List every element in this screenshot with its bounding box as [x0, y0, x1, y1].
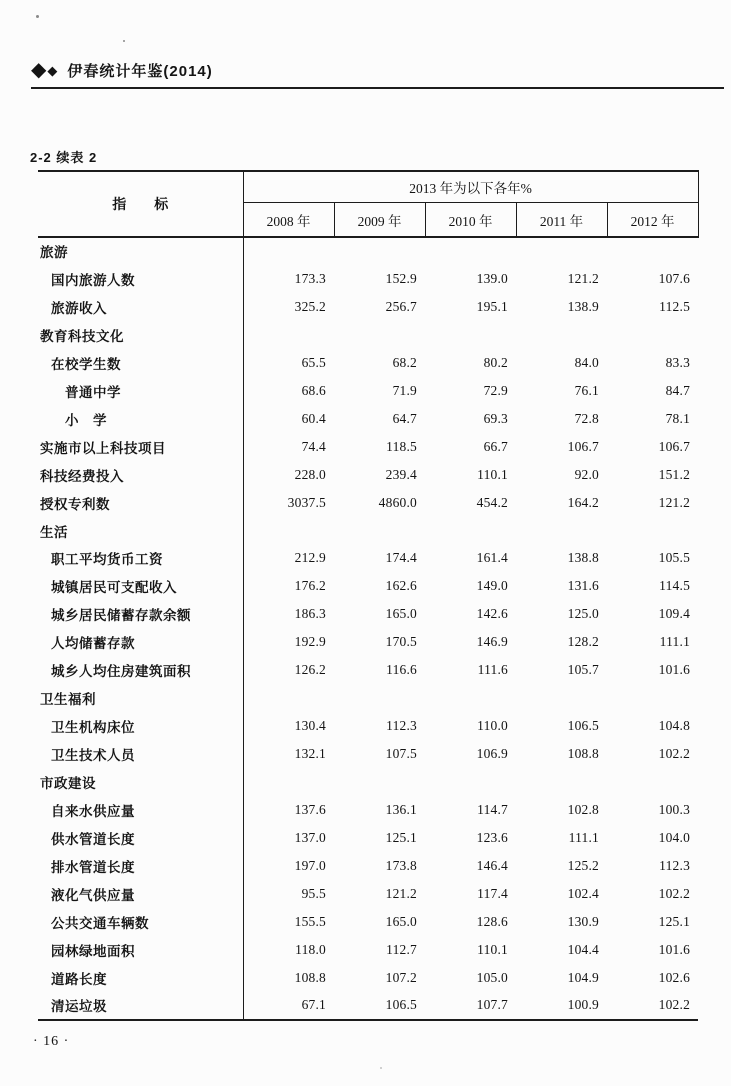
value-cell: 130.4 [294, 718, 326, 734]
row-label-cell: 卫生福利 [38, 684, 243, 712]
value-cell: 192.9 [294, 634, 326, 650]
value-cell: 114.7 [477, 802, 508, 818]
row-label-cell: 排水管道长度 [38, 852, 243, 880]
row-label-cell: 城乡人均住房建筑面积 [38, 656, 243, 684]
value-cell [334, 684, 425, 712]
value-cell: 108.8 [294, 969, 326, 985]
value-cell: 165.0 [385, 913, 417, 929]
value-cell: 60.4 [301, 410, 326, 426]
value-cell [425, 321, 516, 349]
value-cell: 101.6 [658, 941, 691, 957]
value-cell: 228.0 [294, 466, 326, 482]
table-row [38, 684, 698, 712]
value-cell: 130.9 [567, 913, 599, 929]
row-label-cell: 城镇居民可支配收入 [38, 572, 243, 600]
value-cell: 125.1 [658, 913, 691, 929]
value-cell: 152.9 [385, 270, 417, 286]
value-cell: 105.7 [567, 662, 599, 678]
scan-speck [380, 1067, 382, 1069]
value-cell: 84.0 [574, 354, 599, 370]
value-cell: 78.1 [665, 410, 691, 426]
table-continuation-label: 2-2 续表 2 [30, 150, 98, 165]
value-cell [243, 321, 334, 349]
row-label-cell: 卫生技术人员 [38, 740, 243, 768]
value-cell [243, 768, 334, 796]
value-cell: 256.7 [385, 298, 417, 314]
table-row [38, 517, 698, 545]
running-head [31, 56, 213, 84]
value-cell: 137.6 [294, 802, 326, 818]
value-cell: 142.6 [476, 606, 508, 622]
value-cell: 68.6 [301, 382, 326, 398]
value-cell: 121.2 [385, 885, 417, 901]
row-label-cell: 实施市以上科技项目 [38, 433, 243, 461]
value-cell: 176.2 [294, 578, 326, 594]
value-cell: 116.6 [386, 662, 417, 678]
value-cell [243, 517, 334, 545]
value-cell: 65.5 [301, 354, 326, 370]
value-cell: 138.8 [567, 550, 599, 566]
value-cell: 136.1 [385, 802, 417, 818]
value-cell: 105.0 [476, 969, 508, 985]
scan-speck [36, 15, 39, 18]
value-cell: 125.1 [385, 829, 417, 845]
table-row [38, 321, 698, 349]
value-cell: 104.0 [658, 829, 691, 845]
year-header-cell: 2008 年 [243, 203, 334, 238]
value-cell: 118.0 [295, 941, 326, 957]
group-header-cell: 2013 年为以下各年% [243, 171, 698, 203]
table-row [38, 768, 698, 796]
value-cell: 173.8 [385, 857, 417, 873]
row-label-cell: 园林绿地面积 [38, 936, 243, 964]
table-row [38, 377, 698, 405]
value-cell: 117.4 [477, 885, 508, 901]
row-label-cell: 生活 [38, 517, 243, 545]
value-cell [607, 237, 698, 265]
value-cell: 173.3 [294, 270, 326, 286]
table-row [38, 433, 698, 461]
value-cell [516, 321, 607, 349]
value-cell: 162.6 [385, 578, 417, 594]
table-row [38, 852, 698, 880]
value-cell: 104.4 [567, 941, 599, 957]
value-cell: 109.4 [658, 606, 691, 622]
year-header-cell: 2011 年 [516, 203, 607, 238]
value-cell [425, 237, 516, 265]
value-cell: 95.5 [301, 885, 326, 901]
value-cell: 107.5 [385, 746, 417, 762]
table-body [38, 237, 698, 1020]
value-cell [607, 768, 698, 796]
table-row [38, 656, 698, 684]
value-cell: 106.9 [476, 746, 508, 762]
table-row [38, 489, 698, 517]
value-cell: 146.9 [476, 634, 508, 650]
table-row [38, 796, 698, 824]
value-cell [243, 237, 334, 265]
value-cell: 212.9 [294, 550, 326, 566]
table-row [38, 880, 698, 908]
value-cell: 125.2 [567, 857, 599, 873]
value-cell: 84.7 [665, 382, 691, 398]
row-label-cell: 城乡居民储蓄存款余额 [38, 600, 243, 628]
value-cell [607, 684, 698, 712]
value-cell: 128.2 [567, 634, 599, 650]
value-cell: 101.6 [658, 662, 691, 678]
value-cell: 174.4 [385, 550, 417, 566]
row-label-cell: 教育科技文化 [38, 321, 243, 349]
value-cell: 146.4 [476, 857, 508, 873]
row-label-cell: 液化气供应量 [38, 880, 243, 908]
value-cell: 149.0 [476, 578, 508, 594]
group-header-row [38, 171, 698, 203]
value-cell: 80.2 [483, 354, 508, 370]
value-cell: 106.7 [567, 438, 599, 454]
row-label-cell: 人均储蓄存款 [38, 628, 243, 656]
header-rule [31, 87, 724, 89]
value-cell: 4860.0 [378, 494, 417, 510]
table-row [38, 712, 698, 740]
statistics-table [38, 170, 698, 1021]
value-cell: 92.0 [574, 466, 599, 482]
value-cell [516, 768, 607, 796]
table-row [38, 544, 698, 572]
value-cell: 118.5 [386, 438, 417, 454]
row-label-cell: 旅游 [38, 237, 243, 265]
value-cell: 104.8 [658, 718, 691, 734]
row-label-cell: 小 学 [38, 405, 243, 433]
value-cell [334, 237, 425, 265]
value-cell [334, 517, 425, 545]
table-row [38, 293, 698, 321]
value-cell: 170.5 [385, 634, 417, 650]
table-row [38, 461, 698, 489]
value-cell: 186.3 [294, 606, 326, 622]
value-cell: 66.7 [483, 438, 508, 454]
table-row [38, 740, 698, 768]
value-cell: 106.5 [567, 718, 599, 734]
value-cell: 239.4 [385, 466, 417, 482]
page-number: · 16 · [33, 1034, 70, 1049]
table-row [38, 936, 698, 964]
value-cell: 76.1 [574, 382, 599, 398]
table-row [38, 628, 698, 656]
diamond-icon-small: ◆ [47, 62, 58, 78]
value-cell: 121.2 [567, 270, 599, 286]
value-cell: 102.2 [658, 885, 691, 901]
value-cell: 68.2 [392, 354, 417, 370]
row-label-cell: 自来水供应量 [38, 796, 243, 824]
value-cell [334, 321, 425, 349]
yearbook-title: 伊春统计年鉴(2014) [67, 62, 213, 80]
value-cell: 72.9 [483, 382, 508, 398]
diamond-icon-large: ◆ [31, 59, 47, 81]
value-cell: 69.3 [483, 410, 508, 426]
value-cell: 325.2 [294, 298, 326, 314]
year-header-cell: 2010 年 [425, 203, 516, 238]
value-cell: 104.9 [567, 969, 599, 985]
value-cell: 139.0 [476, 270, 508, 286]
value-cell: 151.2 [658, 466, 691, 482]
year-header-cell: 2012 年 [607, 203, 698, 238]
value-cell: 161.4 [476, 550, 508, 566]
value-cell: 102.2 [658, 997, 691, 1013]
value-cell: 107.7 [476, 997, 508, 1013]
value-cell: 164.2 [567, 494, 599, 510]
value-cell: 106.5 [385, 997, 417, 1013]
table-row [38, 908, 698, 936]
row-label-cell: 普通中学 [38, 377, 243, 405]
row-label-cell: 授权专利数 [38, 489, 243, 517]
scan-speck [123, 40, 125, 42]
value-cell: 114.5 [659, 578, 691, 594]
value-cell: 195.1 [476, 298, 508, 314]
value-cell: 72.8 [574, 410, 599, 426]
value-cell [516, 684, 607, 712]
value-cell: 83.3 [665, 354, 691, 370]
table-row [38, 824, 698, 852]
table-row [38, 237, 698, 265]
value-cell: 112.7 [386, 941, 417, 957]
value-cell: 110.0 [477, 718, 508, 734]
table-row [38, 265, 698, 293]
value-cell: 197.0 [294, 857, 326, 873]
value-cell [425, 768, 516, 796]
value-cell: 67.1 [301, 997, 326, 1013]
row-label-cell: 清运垃圾 [38, 992, 243, 1020]
row-label-cell: 供水管道长度 [38, 824, 243, 852]
row-label-cell: 市政建设 [38, 768, 243, 796]
row-label-cell: 在校学生数 [38, 349, 243, 377]
value-cell: 102.2 [658, 746, 691, 762]
value-cell: 155.5 [294, 913, 326, 929]
year-header-cell: 2009 年 [334, 203, 425, 238]
value-cell [607, 517, 698, 545]
value-cell: 71.9 [392, 382, 417, 398]
value-cell: 102.4 [567, 885, 599, 901]
value-cell: 107.2 [385, 969, 417, 985]
table-row [38, 992, 698, 1020]
value-cell: 74.4 [301, 438, 326, 454]
value-cell: 105.5 [658, 550, 691, 566]
value-cell: 102.6 [658, 969, 691, 985]
value-cell [607, 321, 698, 349]
value-cell [425, 684, 516, 712]
value-cell: 102.8 [567, 802, 599, 818]
value-cell: 112.5 [659, 298, 691, 314]
value-cell: 64.7 [392, 410, 417, 426]
table-row [38, 349, 698, 377]
value-cell: 100.9 [567, 997, 599, 1013]
value-cell: 128.6 [476, 913, 508, 929]
value-cell: 3037.5 [287, 494, 326, 510]
value-cell: 165.0 [385, 606, 417, 622]
value-cell: 100.3 [658, 802, 691, 818]
value-cell: 121.2 [658, 494, 691, 510]
value-cell [425, 517, 516, 545]
value-cell: 137.0 [294, 829, 326, 845]
value-cell [243, 684, 334, 712]
value-cell: 131.6 [567, 578, 599, 594]
value-cell: 107.6 [658, 270, 691, 286]
value-cell: 454.2 [476, 494, 508, 510]
row-label-cell: 旅游收入 [38, 293, 243, 321]
table-row [38, 405, 698, 433]
value-cell: 110.1 [477, 466, 508, 482]
row-label-cell: 卫生机构床位 [38, 712, 243, 740]
value-cell: 110.1 [477, 941, 508, 957]
value-cell: 108.8 [567, 746, 599, 762]
value-cell: 123.6 [476, 829, 508, 845]
row-label-cell: 职工平均货币工资 [38, 544, 243, 572]
value-cell: 126.2 [294, 662, 326, 678]
value-cell: 132.1 [294, 746, 326, 762]
table-row [38, 572, 698, 600]
value-cell [516, 237, 607, 265]
table-row [38, 964, 698, 992]
row-label-cell: 公共交通车辆数 [38, 908, 243, 936]
value-cell [334, 768, 425, 796]
table-header [38, 171, 698, 237]
value-cell: 138.9 [567, 298, 599, 314]
indicator-ratio-table [38, 170, 699, 1021]
value-cell [516, 517, 607, 545]
row-label-cell: 国内旅游人数 [38, 265, 243, 293]
row-label-cell: 科技经费投入 [38, 461, 243, 489]
value-cell: 111.1 [659, 634, 691, 650]
value-cell: 125.0 [567, 606, 599, 622]
value-cell: 112.3 [659, 857, 691, 873]
table-row [38, 600, 698, 628]
value-cell: 112.3 [386, 718, 417, 734]
value-cell: 111.6 [477, 662, 508, 678]
value-cell: 106.7 [658, 438, 691, 454]
row-label-cell: 道路长度 [38, 964, 243, 992]
indicator-header-cell: 指 标 [38, 171, 243, 237]
value-cell: 111.1 [568, 829, 599, 845]
